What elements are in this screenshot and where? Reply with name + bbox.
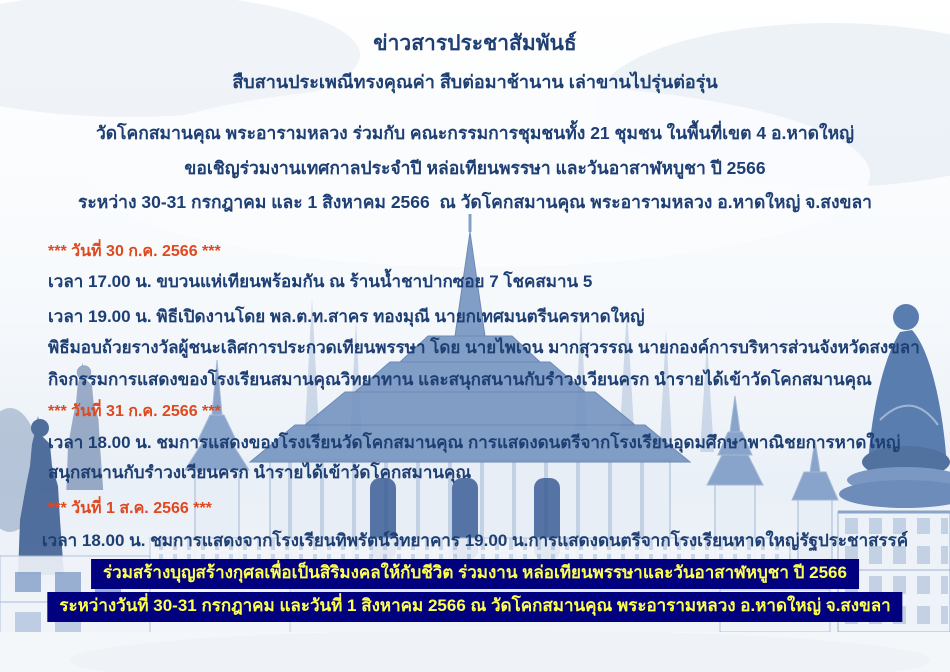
schedule-heading-31-jul: *** วันที่ 31 ก.ค. 2566 *** xyxy=(48,403,221,420)
intro-line-2: ขอเชิญร่วมงานเทศกาลประจำปี หล่อเทียนพรรษา และวันอาสาฬหบูชา ปี 2566 xyxy=(184,158,766,178)
schedule-item: เวลา 18.00 น. ชมการแสดงของโรงเรียนวัดโคกสมานคุณ การแสดงดนตรีจากโรงเรียนอุดมศึกษาพาณิชยการหาดใหญ่ xyxy=(48,433,901,452)
schedule-item: เวลา 18.00 น. ชมการแสดงจากโรงเรียนทิพรัตน์วิทยาคาร 19.00 น.การแสดงดนตรีจากโรงเรียนหาดใหญ่รัฐประชาสรรค์ xyxy=(41,531,909,550)
intro-line-1: วัดโคกสมานคุณ พระอารามหลวง ร่วมกับ คณะกรรมการชุมชนทั้ง 21 ชุมชน ในพื้นที่เขต 4 อ.หาดใหญ่ xyxy=(95,123,855,143)
schedule-heading-1-aug: *** วันที่ 1 ส.ค. 2566 *** xyxy=(48,500,212,517)
page-subtitle: สืบสานประเพณีทรงคุณค่า สืบต่อมาช้านาน เล่าขานไปรุ่นต่อรุ่น xyxy=(232,72,718,92)
schedule-item: เวลา 19.00 น. พิธีเปิดงานโดย พล.ต.ท.สาคร ทองมุณี นายกเทศมนตรีนครหาดใหญ่ xyxy=(48,307,645,326)
intro-line-3: ระหว่าง 30-31 กรกฎาคม และ 1 สิงหาคม 2566 ณ วัดโคกสมานคุณ พระอารามหลวง อ.หาดใหญ่ จ.สงขลา xyxy=(77,192,873,212)
schedule-item: สนุกสนานกับรำวงเวียนครก นำรายได้เข้าวัดโคกสมานคุณ xyxy=(48,463,472,482)
schedule-item: พิธีมอบถ้วยรางวัลผู้ชนะเลิศการประกวดเทียนพรรษา โดย นายไพเจน มากสุวรรณ นายกองค์การบริหารส่วนจังหวัดสงขลา xyxy=(48,338,920,357)
schedule-item: เวลา 17.00 น. ขบวนแห่เทียนพร้อมกัน ณ ร้านน้ำชาปากซอย 7 โชคสมาน 5 xyxy=(48,272,593,291)
footer-banner-1: ร่วมสร้างบุญสร้างกุศลเพื่อเป็นสิริมงคลให้กับชีวิต ร่วมงาน หล่อเทียนพรรษาและวันอาสาฬหบูชา ปี 2566 xyxy=(91,559,859,589)
schedule-item: กิจกรรมการแสดงของโรงเรียนสมานคุณวิทยาทาน และสนุกสนานกับรำวงเวียนครก นำรายได้เข้าวัดโคกสมานคุณ xyxy=(48,370,872,389)
schedule-heading-30-jul: *** วันที่ 30 ก.ค. 2566 *** xyxy=(48,243,221,260)
page-title: ข่าวสารประชาสัมพันธ์ xyxy=(373,32,577,55)
footer-banner-2: ระหว่างวันที่ 30-31 กรกฎาคม และวันที่ 1 สิงหาคม 2566 ณ วัดโคกสมานคุณ พระอารามหลวง อ.หาดใหญ่ จ.สงขลา xyxy=(47,592,902,622)
